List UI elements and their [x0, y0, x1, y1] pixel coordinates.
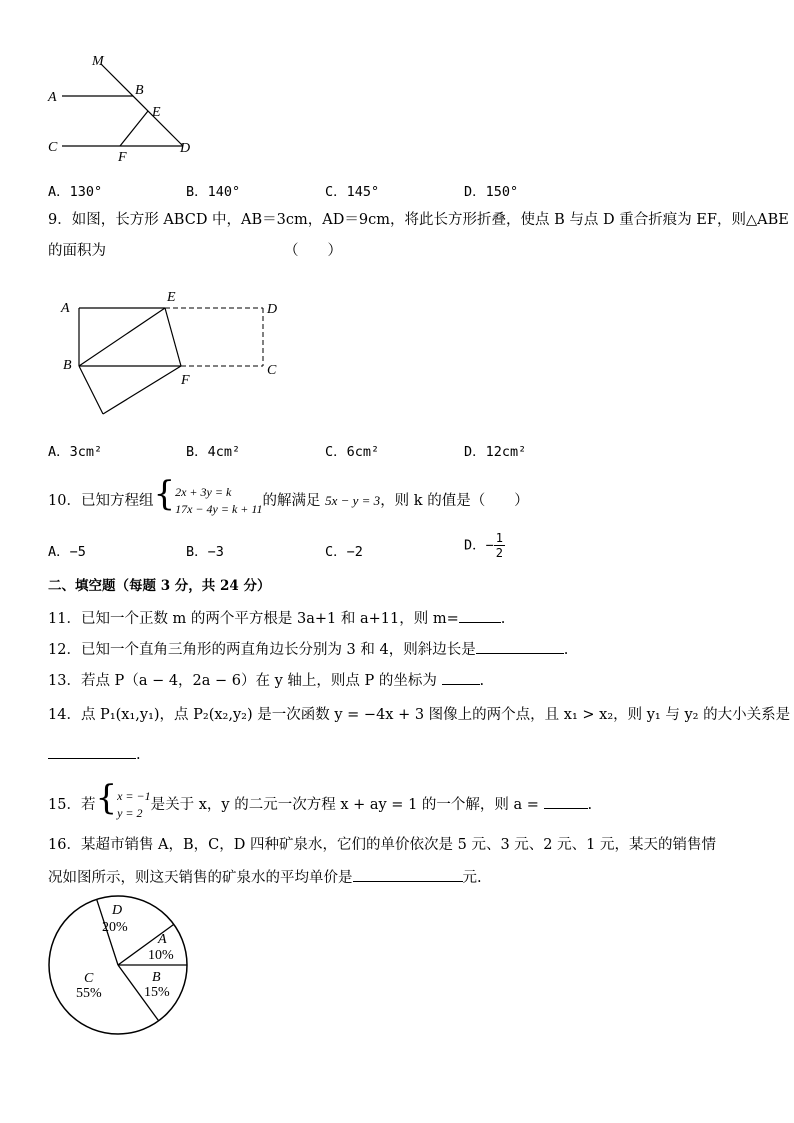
q8-option-c: C．145° — [325, 184, 380, 200]
q15 — [48, 778, 592, 822]
q12 — [48, 637, 568, 660]
slice-label-D: D — [112, 903, 123, 918]
q16-line2-text: 况如图所示，则这天销售的矿泉水的平均单价是 — [48, 870, 353, 886]
q11-end: . — [500, 611, 506, 627]
q15-eq2: y = 2 — [117, 806, 143, 820]
q16-line2 — [48, 865, 482, 888]
label-A: A — [61, 301, 70, 316]
q14-end: . — [136, 747, 141, 763]
q15-system — [117, 788, 151, 822]
q12-text: 12．已知一个直角三角形的两直角边长分别为 3 和 4，则斜边长是 — [48, 642, 476, 658]
q10-middle: 的解满足 — [262, 493, 321, 509]
q11-answer-blank[interactable] — [459, 606, 501, 623]
q13 — [48, 668, 484, 691]
slice-value-D: 20% — [102, 920, 128, 935]
edge-EF — [165, 308, 181, 366]
fraction-denominator: 2 — [495, 546, 503, 560]
label-F: F — [118, 150, 127, 165]
q11 — [48, 606, 505, 629]
q10-option-a: A．−5 — [48, 544, 86, 560]
label-C: C — [267, 363, 277, 378]
brace-icon: { — [95, 778, 118, 818]
q10-question — [48, 474, 529, 518]
q12-end: . — [563, 642, 569, 658]
q16-end: 元. — [462, 870, 482, 886]
q9-line1: 9．如图，长方形 ABCD 中，AB＝3cm，AD＝9cm，将此长方形折叠，使点 B 与点 D 重合折痕为 EF，则△ABE — [48, 212, 789, 228]
label-M: M — [92, 54, 104, 69]
q15-prefix: 15．若 — [48, 797, 96, 813]
q11-text: 11．已知一个正数 m 的两个平方根是 3a+1 和 a+11，则 m= — [48, 611, 459, 627]
q8-figure — [40, 48, 210, 166]
q15-text: 是关于 x，y 的二元一次方程 x + ay = 1 的一个解，则 a = — [150, 797, 539, 813]
label-C: C — [48, 140, 58, 155]
q13-end: . — [479, 673, 485, 689]
label-E: E — [167, 290, 176, 305]
slice-value-C: 55% — [76, 986, 102, 1001]
q10-cond: 5x − y = 3 — [325, 493, 381, 508]
q10-eq1: 2x + 3y = k — [175, 485, 232, 499]
q12-answer-blank[interactable] — [476, 637, 564, 654]
q10-option-d — [464, 531, 505, 560]
q13-text: 13．若点 P（a − 4，2a − 6）在 y 轴上，则点 P 的坐标为 — [48, 673, 437, 689]
label-B: B — [135, 83, 144, 98]
edge-B-fold — [79, 366, 103, 414]
q10-option-b: B．−3 — [186, 544, 224, 560]
slice-label-C: C — [84, 971, 94, 986]
q15-eq1: x = −1 — [117, 789, 151, 803]
section-2-title: 二、填空题（每题 3 分，共 24 分） — [48, 578, 271, 594]
q9-option-a: A．3cm² — [48, 444, 103, 460]
label-E: E — [152, 105, 161, 120]
q14-answer-line — [48, 742, 141, 765]
q9-figure — [55, 283, 295, 423]
q9-paren: （ ） — [284, 243, 342, 259]
q10-option-d-label: D．− — [464, 537, 494, 554]
edge-fold-F — [103, 366, 181, 414]
q10-system — [175, 484, 262, 518]
q10-eq2: 17x − 4y = k + 11 — [175, 502, 263, 516]
q16-answer-blank[interactable] — [353, 865, 463, 882]
q10-prefix: 10．已知方程组 — [48, 493, 154, 509]
q15-end: . — [587, 797, 593, 813]
slice-value-A: 10% — [148, 948, 174, 963]
line-MD — [101, 64, 183, 146]
q10-suffix: ，则 k 的值是（ ） — [380, 493, 529, 509]
label-D: D — [180, 141, 191, 156]
q15-answer-blank[interactable] — [544, 792, 588, 809]
q14-text: 14．点 P₁(x₁,y₁)，点 P₂(x₂,y₂) 是一次函数 y = −4x + 3 图像上的两个点，且 x₁ > x₂，则 y₁ 与 y₂ 的大小关系是 — [48, 707, 791, 723]
q8-option-d: D．150° — [464, 184, 519, 200]
q9-option-c: C．6cm² — [325, 444, 380, 460]
q8-option-a: A．130° — [48, 184, 103, 200]
slice-label-B: B — [152, 970, 161, 985]
label-B: B — [63, 358, 72, 373]
q13-answer-blank[interactable] — [442, 668, 480, 685]
brace-icon: { — [153, 474, 176, 514]
q16-line1: 16．某超市销售 A，B，C，D 四种矿泉水，它们的单价依次是 5 元、3 元、2 元、1 元，某天的销售情 — [48, 837, 716, 853]
q10-option-d-fraction — [494, 531, 505, 560]
label-F: F — [181, 373, 190, 388]
q14-answer-blank[interactable] — [48, 742, 136, 759]
line-EF — [120, 111, 148, 146]
fraction-numerator: 1 — [495, 531, 503, 545]
edge-BE — [79, 308, 165, 366]
q9-option-b: B．4cm² — [186, 444, 241, 460]
q9-option-d: D．12cm² — [464, 444, 527, 460]
slice-label-A: A — [158, 932, 167, 947]
q10-option-c: C．−2 — [325, 544, 363, 560]
slice-value-B: 15% — [144, 985, 170, 1000]
pie-chart — [44, 890, 209, 1040]
q8-option-b: B．140° — [186, 184, 241, 200]
label-D: D — [267, 302, 278, 317]
q9-line2: 的面积为 — [48, 243, 106, 259]
label-A: A — [48, 90, 57, 105]
